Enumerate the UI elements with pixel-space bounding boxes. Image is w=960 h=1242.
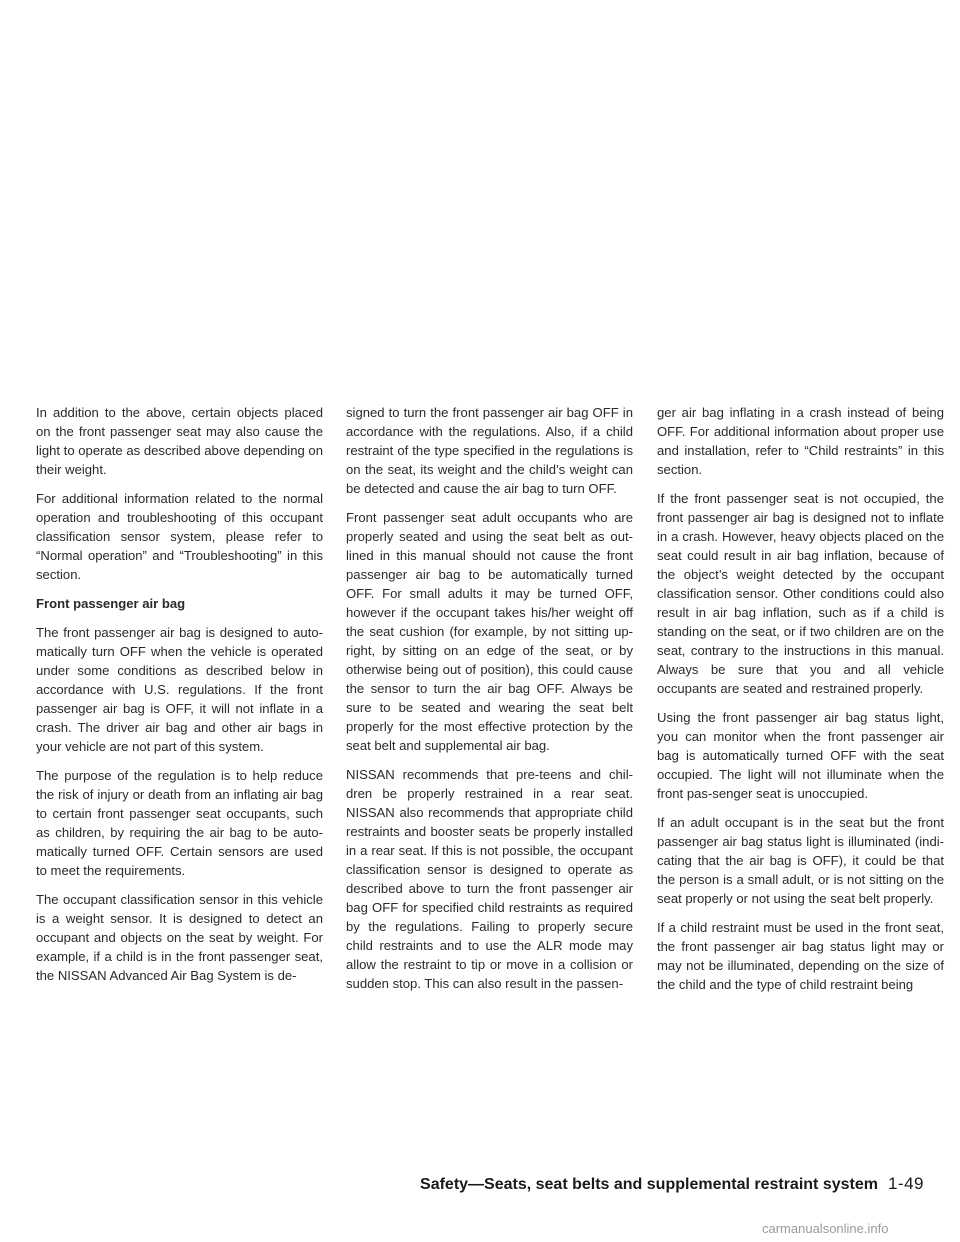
column-3 [657,403,944,1004]
page-number: 1-49 [887,1174,924,1193]
column-1 [36,403,323,995]
paragraph: For additional information related to the normal operation and troubleshooting of this occupant classification sensor system, please refer to “Normal operation” and “Troubleshooting” in this section. [36,491,323,582]
paragraph: The front passenger air bag is designed to auto-matically turn OFF when the vehicle is operated under some conditions as described below in accordance with U.S. regulations. If the front passenger air bag is OFF, it will not inflate in a crash. The driver air bag and other air bags in your vehicle are not part of this system. [36,625,323,754]
paragraph: The occupant classification sensor in this vehicle is a weight sensor. It is designed to detect an occupant and objects on the seat by weight. For example, if a child is in the front passenger seat, the NISSAN Advanced Air Bag System is de- [36,892,323,983]
paragraph: If the front passenger seat is not occupied, the front passenger air bag is designed not to inflate in a crash. However, heavy objects placed on the seat could result in air bag inflation, because of the object’s weight detected by the occupant classification sensor. Other conditions could also result in air bag inflation, such as if a child is standing on the seat, or if two children are on the seat, contrary to the instructions in this manual. Always be sure that you and all vehicle occupants are seated and restrained properly. [657,491,944,696]
page-footer [420,1174,924,1194]
paragraph: signed to turn the front passenger air bag OFF in accordance with the regulations. Also, if a child restraint of the type specified in the regulations is on the seat, its weight and the child’s weight can be detected and cause the air bag to turn OFF. [346,405,633,496]
section-heading: Front passenger air bag [36,596,186,611]
paragraph: The purpose of the regulation is to help reduce the risk of injury or death from an inflating air bag to certain front passenger seat occupants, such as children, by requiring the air bag to be auto-matically turned OFF. Certain sensors are used to meet the requirements. [36,768,323,878]
paragraph: If an adult occupant is in the seat but the front passenger air bag status light is illuminated (indi-cating that the air bag is OFF), it could be that the person is a small adult, or is not sitting on the seat properly or not using the seat belt properly. [657,815,944,906]
column-2 [346,403,633,1003]
paragraph: Front passenger seat adult occupants who are properly seated and using the seat belt as out-lined in this manual should not cause the front passenger air bag to be automatically turned OFF. For small adults it may be turned OFF, however if the occupant takes his/her weight off the seat cushion (for example, by not sitting up-right, by sitting on an edge of the seat, or by otherwise being out of position), this could cause the sensor to turn the air bag OFF. Always be sure to be seated and wearing the seat belt properly for the most effective protection by the seat belt and supplemental air bag. [346,510,633,753]
paragraph: If a child restraint must be used in the front seat, the front passenger air bag status light may or may not be illuminated, depending on the size of the child and the type of child restraint being [657,920,944,992]
text-columns [0,403,960,1163]
paragraph: In addition to the above, certain objects placed on the front passenger seat may also cause the light to operate as described above depending on their weight. [36,405,323,477]
paragraph: NISSAN recommends that pre-teens and chil-dren be properly restrained in a rear seat. NISSAN also recommends that appropriate child restraints and booster seats be properly installed in a rear seat. If this is not possible, the occupant classification sensor is designed to operate as described above to turn the front passenger air bag OFF for specified child restraints as required by the regulations. Failing to properly secure child restraints and to use the ALR mode may allow the restraint to tip or move in a collision or sudden stop. This can also result in the passen- [346,767,633,991]
paragraph: Using the front passenger air bag status light, you can monitor when the front passenger air bag is automatically turned OFF with the seat occupied. The light will not illuminate when the front pas-senger seat is unoccupied. [657,710,944,801]
footer-section-title: Safety—Seats, seat belts and supplemental restraint system [420,1176,878,1193]
watermark: carmanualsonline.info [762,1221,889,1236]
paragraph: ger air bag inflating in a crash instead of being OFF. For additional information about proper use and installation, refer to “Child restraints” in this section. [657,405,944,477]
